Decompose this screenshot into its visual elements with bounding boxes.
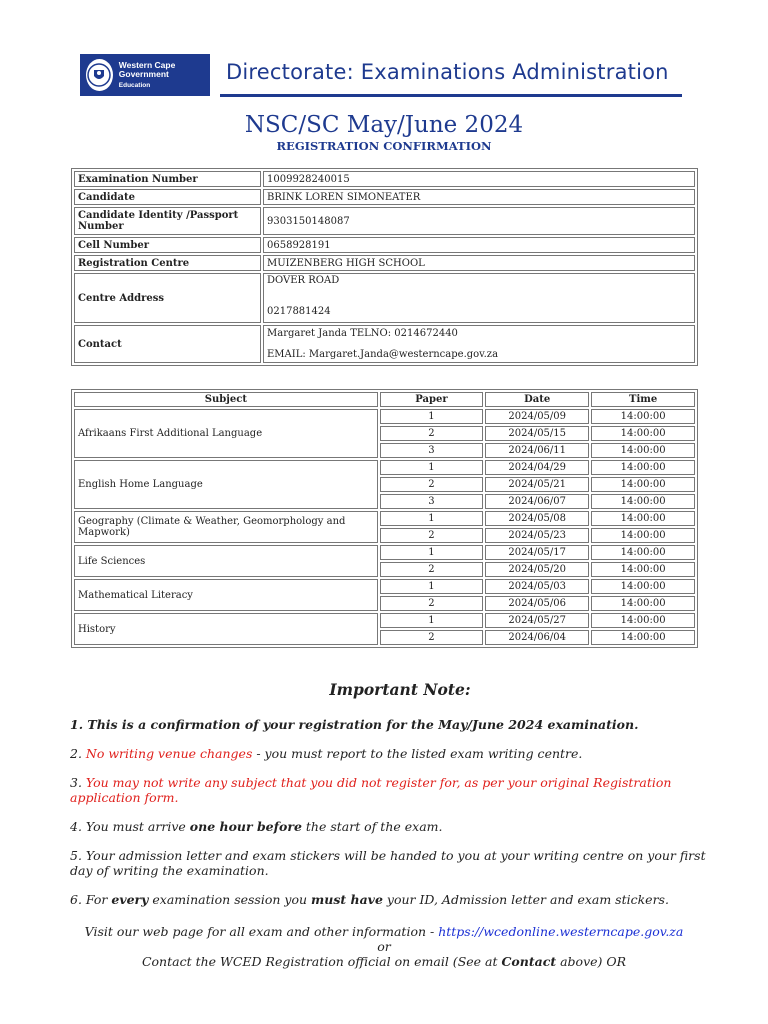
- date-column-header: Date: [485, 392, 589, 407]
- important-notes: [70, 680, 730, 921]
- schedule-row: [74, 409, 695, 424]
- date-cell: 2024/06/04: [485, 630, 589, 645]
- date-cell: 2024/06/07: [485, 494, 589, 509]
- subject-name: Afrikaans First Additional Language: [74, 409, 378, 458]
- time-cell: 14:00:00: [591, 426, 695, 441]
- date-cell: 2024/05/09: [485, 409, 589, 424]
- address-phone: 0217881424: [267, 306, 331, 317]
- contact-phone: Margaret Janda TELNO: 0214672440: [267, 328, 458, 339]
- date-cell: 2024/05/03: [485, 579, 589, 594]
- subject-name: History: [74, 613, 378, 645]
- address-line: DOVER ROAD: [267, 275, 340, 286]
- time-cell: 14:00:00: [591, 562, 695, 577]
- centre-label: Registration Centre: [74, 255, 261, 271]
- cell-value: 0658928191: [263, 237, 695, 253]
- logo-text: Western Cape Government: [118, 59, 176, 79]
- schedule-row: [74, 613, 695, 628]
- page-title: NSC/SC May/June 2024: [244, 112, 524, 138]
- paper-cell: 1: [380, 545, 483, 560]
- address-label: Centre Address: [74, 273, 261, 323]
- paper-cell: 1: [380, 511, 483, 526]
- time-cell: 14:00:00: [591, 443, 695, 458]
- paper-cell: 1: [380, 613, 483, 628]
- date-cell: 2024/05/21: [485, 477, 589, 492]
- note-2: 2. No writing venue changes - you must report to the listed exam writing centre.: [70, 746, 583, 761]
- header-divider: [220, 94, 682, 97]
- subject-name: English Home Language: [74, 460, 378, 509]
- date-cell: 2024/05/23: [485, 528, 589, 543]
- time-cell: 14:00:00: [591, 511, 695, 526]
- coat-of-arms-icon: [86, 59, 113, 91]
- paper-cell: 2: [380, 596, 483, 611]
- time-cell: 14:00:00: [591, 545, 695, 560]
- date-cell: 2024/06/11: [485, 443, 589, 458]
- paper-cell: 2: [380, 528, 483, 543]
- subject-name: Mathematical Literacy: [74, 579, 378, 611]
- date-cell: 2024/05/20: [485, 562, 589, 577]
- date-cell: 2024/05/17: [485, 545, 589, 560]
- exam-number-value: 1009928240015: [263, 171, 695, 187]
- paper-cell: 3: [380, 494, 483, 509]
- schedule-row: [74, 460, 695, 475]
- paper-cell: 1: [380, 579, 483, 594]
- footer-contact-line: Contact the WCED Registration official on email (See at Contact above) OR: [141, 954, 627, 969]
- wcg-logo: [80, 54, 210, 96]
- time-cell: 14:00:00: [591, 596, 695, 611]
- date-cell: 2024/05/08: [485, 511, 589, 526]
- cell-label: Cell Number: [74, 237, 261, 253]
- paper-cell: 1: [380, 409, 483, 424]
- time-cell: 14:00:00: [591, 460, 695, 475]
- schedule-row: [74, 545, 695, 560]
- schedule-row: [74, 511, 695, 526]
- paper-cell: 2: [380, 562, 483, 577]
- subject-column-header: Subject: [74, 392, 378, 407]
- date-cell: 2024/05/15: [485, 426, 589, 441]
- time-cell: 14:00:00: [591, 630, 695, 645]
- note-4: 4. You must arrive one hour before the start of the exam.: [70, 819, 443, 834]
- time-cell: 14:00:00: [591, 494, 695, 509]
- note-6: 6. For every examination session you must have your ID, Admission letter and exam stickers.: [70, 892, 669, 907]
- date-cell: 2024/04/29: [485, 460, 589, 475]
- exam-schedule-table: [71, 389, 698, 648]
- time-cell: 14:00:00: [591, 409, 695, 424]
- notes-heading: Important Note:: [329, 680, 471, 699]
- time-cell: 14:00:00: [591, 613, 695, 628]
- time-cell: 14:00:00: [591, 528, 695, 543]
- contact-value: [263, 325, 695, 363]
- centre-value: MUIZENBERG HIGH SCHOOL: [263, 255, 695, 271]
- date-cell: 2024/05/27: [485, 613, 589, 628]
- contact-label: Contact: [74, 325, 261, 363]
- address-value: [263, 273, 695, 323]
- paper-cell: 2: [380, 630, 483, 645]
- time-cell: 14:00:00: [591, 477, 695, 492]
- id-value: 9303150148087: [263, 207, 695, 235]
- page-subtitle: REGISTRATION CONFIRMATION: [276, 139, 492, 153]
- note-5: 5. Your admission letter and exam stickers will be handed to you at your writing centre on your first day of writing the examination.: [70, 848, 706, 878]
- candidate-value: BRINK LOREN SIMONEATER: [263, 189, 695, 205]
- exam-number-label: Examination Number: [74, 171, 261, 187]
- subject-name: Geography (Climate & Weather, Geomorphology and Mapwork): [74, 511, 378, 543]
- page-header: [80, 52, 684, 102]
- paper-cell: 3: [380, 443, 483, 458]
- paper-cell: 1: [380, 460, 483, 475]
- logo-subtext: Education: [118, 81, 151, 89]
- paper-column-header: Paper: [380, 392, 483, 407]
- directorate-title: Directorate: Examinations Administration: [226, 60, 669, 84]
- id-label: Candidate Identity /Passport Number: [74, 207, 261, 235]
- footer-or: or: [377, 939, 391, 954]
- schedule-row: [74, 579, 695, 594]
- footer-visit-line: Visit our web page for all exam and other information - https://wcedonline.westerncape.gov.za: [84, 924, 684, 939]
- subject-name: Life Sciences: [74, 545, 378, 577]
- candidate-label: Candidate: [74, 189, 261, 205]
- note-3: 3. You may not write any subject that you did not register for, as per your original Registration application form.: [70, 775, 672, 805]
- note-1: 1. This is a confirmation of your registration for the May/June 2024 examination.: [70, 717, 639, 732]
- date-cell: 2024/05/06: [485, 596, 589, 611]
- wced-link[interactable]: https://wcedonline.westerncape.gov.za: [438, 924, 684, 939]
- paper-cell: 2: [380, 477, 483, 492]
- candidate-info-table: [71, 168, 698, 366]
- paper-cell: 2: [380, 426, 483, 441]
- time-column-header: Time: [591, 392, 695, 407]
- time-cell: 14:00:00: [591, 579, 695, 594]
- contact-email: EMAIL: Margaret.Janda@westerncape.gov.za: [267, 349, 499, 360]
- page-footer: [0, 924, 768, 969]
